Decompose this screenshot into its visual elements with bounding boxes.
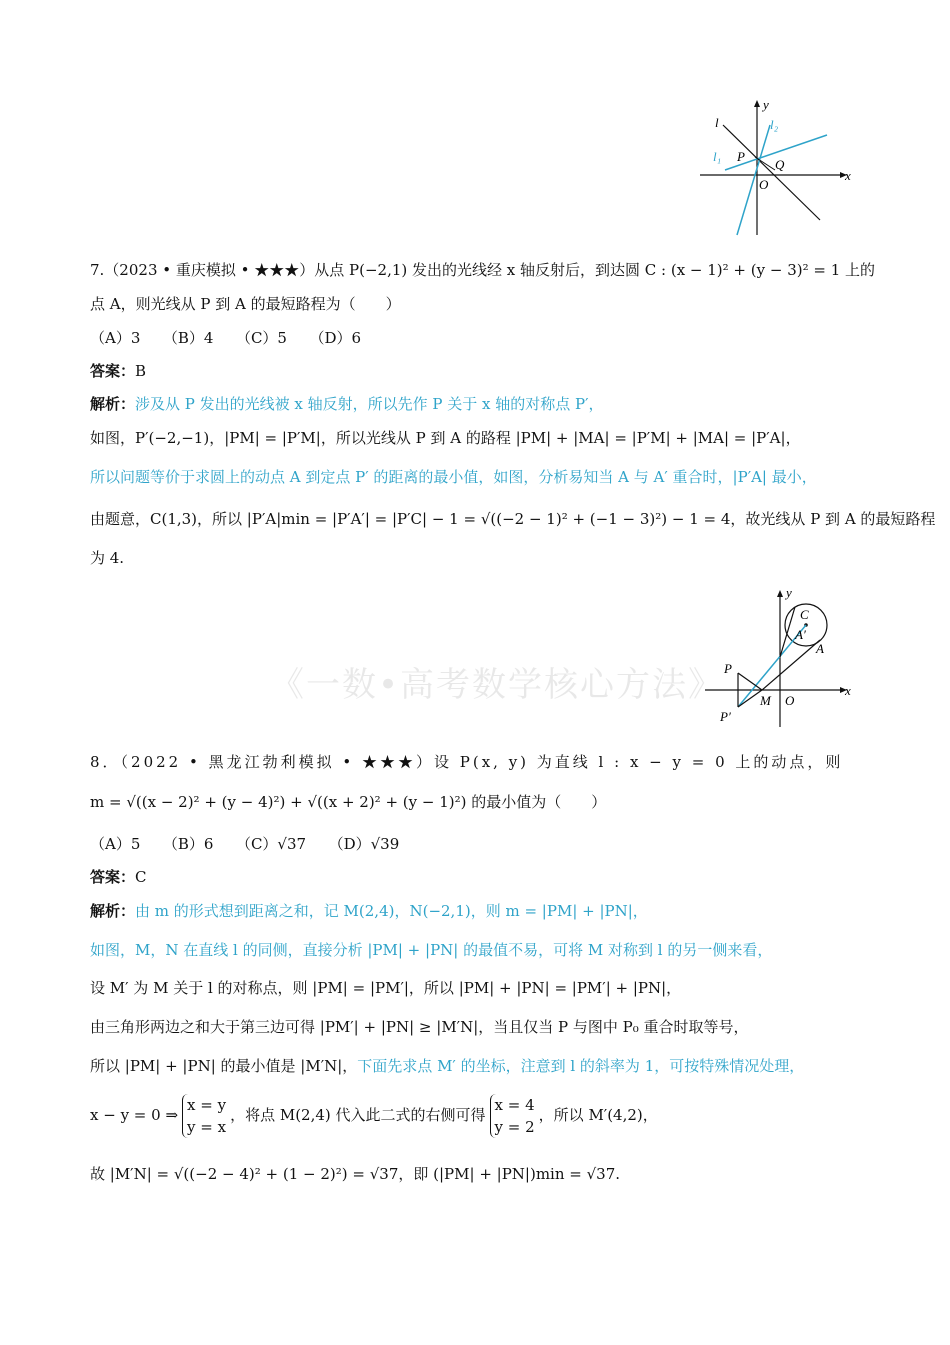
q8-analysis-line3: 设 M′ 为 M 关于 l 的对称点，则 |PM| = |PM′|，所以 |PM| + |PN| = |PM′| + |PN|， — [90, 979, 682, 997]
q7-analysis-text1: 涉及从 P 发出的光线被 x 轴反射，所以先作 P 关于 x 轴的对称点 P′， — [135, 395, 604, 413]
q8-analysis-line1 — [90, 900, 648, 922]
q8-options: （A）5 （B）6 （C）√37 （D）√39 — [90, 835, 400, 853]
q8-analysis-line2: 如图，M，N 在直线 l 的同侧，直接分析 |PM| + |PN| 的最值不易，可将 M 对称到 l 的另一侧来看， — [90, 941, 773, 959]
q7-analysis-label: 解析： — [90, 395, 136, 413]
q8-answer-row — [90, 866, 147, 888]
q8-system-2-top: x = 4 — [494, 1096, 535, 1114]
q8-analysis-line5-black: 所以 |PM| + |PN| 的最小值是 |M′N|， — [90, 1057, 358, 1075]
label-Q: Q — [775, 157, 785, 172]
q8-system-mid: ，将点 M(2,4) 代入此二式的右侧可得 — [230, 1106, 486, 1124]
line-M-A — [762, 640, 820, 690]
q7-answer: B — [135, 362, 147, 380]
label-A: A — [816, 641, 824, 656]
q7-analysis-line3: 所以问题等价于求圆上的动点 A 到定点 P′ 的距离的最小值，如图，分析易知当 A 与 A′ 重合时，|P′A| 最小， — [90, 468, 817, 486]
q7-analysis-line4: 由题意，C(1,3)，所以 |P′A|min = |P′A′| = |P′C| − 1 = √((−2 − 1)² + (−1 − 3)²) − 1 = 4，故光线从 P 到 A 的最短路程 — [90, 510, 936, 528]
figure-2-diagram — [700, 585, 865, 730]
q8-system-1-bottom: y = x — [187, 1118, 227, 1136]
label-P-prime: P′ — [720, 709, 731, 724]
q8-analysis-text1: 由 m 的形式想到距离之和，记 M(2,4)，N(−2,1)，则 m = |PM| + |PN|， — [135, 902, 648, 920]
label-O: O — [759, 177, 769, 192]
q8-system-pre: x − y = 0 ⇒ — [90, 1106, 179, 1124]
label-C: C — [800, 607, 809, 622]
q8-answer: C — [135, 868, 147, 886]
q8-answer-label: 答案： — [90, 868, 136, 886]
q8-system-1-top: x = y — [187, 1096, 227, 1114]
label-l1: l₁ — [713, 149, 722, 164]
q8-analysis-line7: 故 |M′N| = √((−2 − 4)² + (1 − 2)²) = √37，即 (|PM| + |PN|)min = √37. — [90, 1165, 621, 1183]
label-x: x — [845, 168, 851, 183]
q8-stem-line2: m = √((x − 2)² + (y − 4)²) + √((x + 2)² + (y − 1)²) 的最小值为（ ） — [90, 793, 607, 811]
q8-system-2 — [490, 1094, 535, 1138]
q8-analysis-line5-blue: 下面先求点 M′ 的坐标，注意到 l 的斜率为 1，可按特殊情况处理， — [357, 1057, 805, 1075]
q7-answer-row — [90, 360, 146, 382]
q7-analysis-line5: 为 4. — [90, 549, 125, 567]
q8-stem-line1: 8．（2022 • 黑龙江勃利模拟 • ★★★）设 P(x, y) 为直线 l : x − y = 0 上的动点，则 — [90, 753, 844, 771]
y-axis-arrow — [754, 100, 760, 107]
label-l: l — [715, 115, 719, 130]
q7-analysis-line2: 如图，P′(−2,−1)，|PM| = |P′M|，所以光线从 P 到 A 的路程 |PM| + |MA| = |P′M| + |MA| = |P′A|， — [90, 429, 801, 447]
label-y: y — [763, 97, 769, 112]
label-l2: l₂ — [770, 117, 779, 132]
q7-options: （A）3 （B）4 （C）5 （D）6 — [90, 329, 362, 347]
q7-stem-line1: 7.（2023 • 重庆模拟 • ★★★）从点 P(−2,1) 发出的光线经 x 轴反射后，到达圆 C : (x − 1)² + (y − 3)² = 1 上的 — [90, 261, 876, 279]
q8-system-post: ，所以 M′(4,2)， — [538, 1106, 658, 1124]
label-P: P — [737, 149, 745, 164]
label-A-prime: A′ — [795, 627, 806, 642]
q7-analysis-line1 — [90, 393, 604, 415]
label-M: M — [760, 693, 771, 708]
q7-answer-label: 答案： — [90, 362, 136, 380]
label-P: P — [724, 661, 732, 676]
q8-system-2-bottom: y = 2 — [494, 1118, 535, 1136]
line-l — [723, 125, 820, 220]
q8-analysis-label: 解析： — [90, 902, 136, 920]
label-O: O — [785, 693, 795, 708]
q8-system-1 — [182, 1094, 226, 1138]
y-axis-arrow — [777, 590, 783, 597]
figure-1-diagram — [695, 95, 865, 240]
q8-analysis-line5 — [90, 1055, 804, 1077]
q8-analysis-line6 — [90, 1094, 658, 1138]
watermark: 《一数•高考数学核心方法》 — [270, 665, 725, 705]
label-x: x — [845, 683, 851, 698]
q8-analysis-line4: 由三角形两边之和大于第三边可得 |PM′| + |PN| ≥ |M′N|，当且仅当 P 与图中 P₀ 重合时取等号， — [90, 1018, 749, 1036]
q7-stem-line2: 点 A，则光线从 P 到 A 的最短路程为（ ） — [90, 295, 401, 313]
label-y: y — [786, 585, 792, 600]
